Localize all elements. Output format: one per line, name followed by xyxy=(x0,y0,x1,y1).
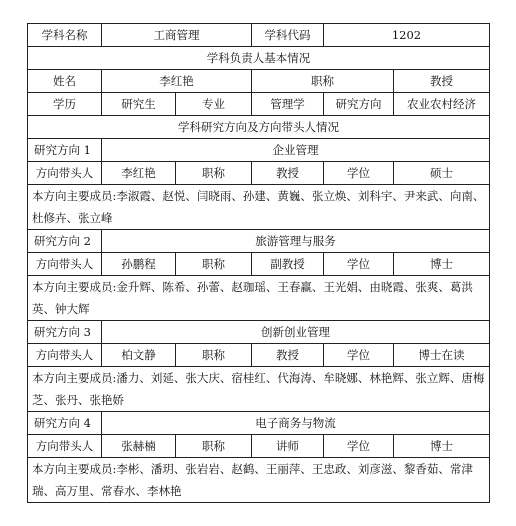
rank-label: 职称 xyxy=(176,435,252,458)
major: 管理学 xyxy=(252,93,324,116)
degree-label: 学位 xyxy=(324,435,394,458)
members-cell-3 xyxy=(28,367,490,412)
direction: 农业农村经济 xyxy=(394,93,490,116)
direction-name-4: 电子商务与物流 xyxy=(102,412,490,435)
rank-label: 职称 xyxy=(176,344,252,367)
members-label: 本方向主要成员: xyxy=(32,371,117,385)
leader-name-label: 姓名 xyxy=(28,70,102,93)
subject-code-label: 学科代码 xyxy=(252,24,324,47)
subject-name: 工商管理 xyxy=(102,24,252,47)
members-label: 本方向主要成员: xyxy=(32,189,117,203)
members-cell-4 xyxy=(28,458,490,503)
degree-label: 学位 xyxy=(324,162,394,185)
leader-title-label: 职称 xyxy=(252,70,394,93)
direction-degree-2: 博士 xyxy=(394,253,490,276)
members-label: 本方向主要成员: xyxy=(32,462,117,476)
subject-header-row xyxy=(28,24,490,47)
direction-degree-1: 硕士 xyxy=(394,162,490,185)
directions-section-title: 学科研究方向及方向带头人情况 xyxy=(28,116,490,139)
direction-name-1: 企业管理 xyxy=(102,139,490,162)
education: 研究生 xyxy=(102,93,176,116)
education-label: 学历 xyxy=(28,93,102,116)
direction-members-3: 潘力、刘延、张大庆、宿桂红、代海涛、牟晓娜、林艳辉、张立辉、唐梅芝、张丹、张艳娇 xyxy=(32,371,485,407)
rank-label: 职称 xyxy=(176,162,252,185)
direction-members-2: 金升辉、陈希、孙蕾、赵珈瑶、王春赢、王光娟、由晓霞、张爽、葛洪英、钟大辉 xyxy=(32,280,473,316)
leader-title: 教授 xyxy=(394,70,490,93)
direction-members-4: 李彬、潘玥、张岩岩、赵鹤、王丽萍、王忠政、刘彦滋、黎香茹、常津瑞、高万里、常春水、李林艳 xyxy=(32,462,473,498)
direction-rank-1: 教授 xyxy=(252,162,324,185)
degree-label: 学位 xyxy=(324,253,394,276)
degree-label: 学位 xyxy=(324,344,394,367)
direction-label-4: 研究方向 4 xyxy=(28,412,102,435)
head-label: 方向带头人 xyxy=(28,253,102,276)
head-label: 方向带头人 xyxy=(28,162,102,185)
direction-head-2: 孙鹏程 xyxy=(102,253,176,276)
direction-head-1: 李红艳 xyxy=(102,162,176,185)
direction-rank-4: 讲师 xyxy=(252,435,324,458)
subject-info-table xyxy=(27,23,490,503)
direction-name-2: 旅游管理与服务 xyxy=(102,230,490,253)
leader-section-title: 学科负责人基本情况 xyxy=(28,47,490,70)
head-label: 方向带头人 xyxy=(28,435,102,458)
direction-label-2: 研究方向 2 xyxy=(28,230,102,253)
rank-label: 职称 xyxy=(176,253,252,276)
leader-name: 李红艳 xyxy=(102,70,252,93)
direction-label-3: 研究方向 3 xyxy=(28,321,102,344)
subject-name-label: 学科名称 xyxy=(28,24,102,47)
direction-rank-3: 教授 xyxy=(252,344,324,367)
members-cell-2 xyxy=(28,276,490,321)
direction-label-1: 研究方向 1 xyxy=(28,139,102,162)
direction-degree-4: 博士 xyxy=(394,435,490,458)
subject-code: 1202 xyxy=(324,24,490,47)
members-label: 本方向主要成员: xyxy=(32,280,117,294)
direction-members-1: 李淑霞、赵悦、闫晓雨、孙建、黄巍、张立焕、刘科宇、尹来武、向南、杜修卉、张立峰 xyxy=(32,189,485,225)
direction-label: 研究方向 xyxy=(324,93,394,116)
members-cell-1 xyxy=(28,185,490,230)
direction-rank-2: 副教授 xyxy=(252,253,324,276)
major-label: 专业 xyxy=(176,93,252,116)
direction-head-4: 张赫楠 xyxy=(102,435,176,458)
direction-head-3: 柏文静 xyxy=(102,344,176,367)
direction-name-3: 创新创业管理 xyxy=(102,321,490,344)
head-label: 方向带头人 xyxy=(28,344,102,367)
direction-degree-3: 博士在读 xyxy=(394,344,490,367)
